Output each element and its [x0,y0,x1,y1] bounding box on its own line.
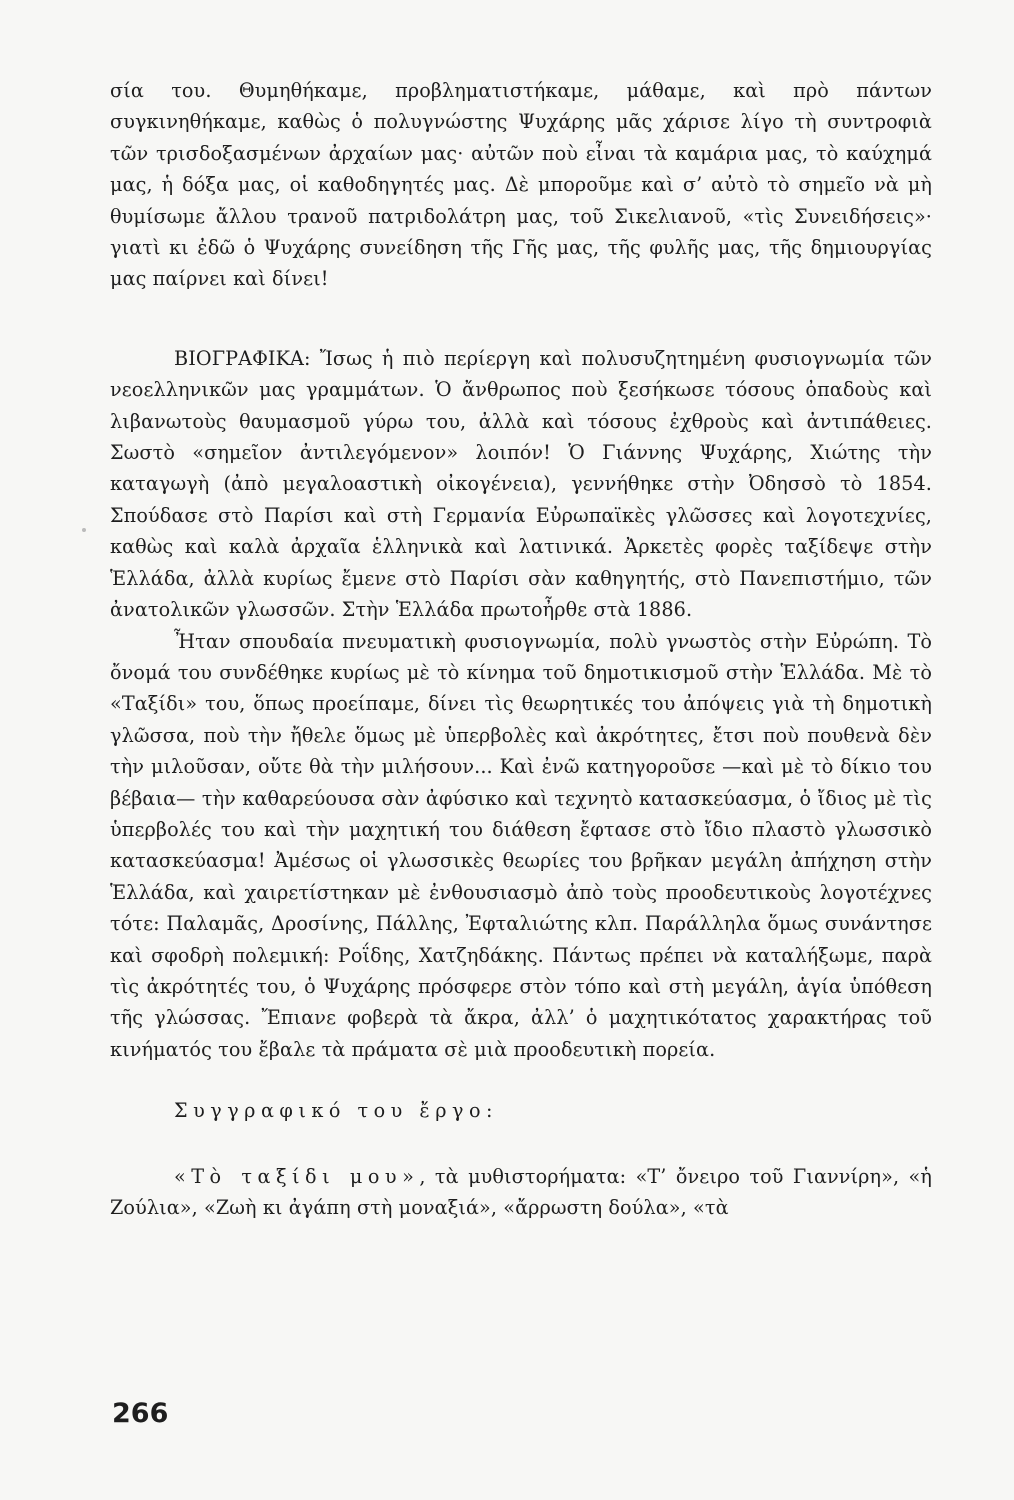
margin-speck [82,528,86,532]
paragraph-intro: σία του. Θυμηθήκαμε, προβληματιστήκαμε, μάθαμε, καὶ πρὸ πάντων συγκινηθήκαμε, καθὼς ὁ πολυγνώστης Ψυχάρης μᾶς χάρισε λίγο τὴ συντροφιὰ τῶν τρισδοξασμένων ἀρχαίων μας· αὐτῶν ποὺ εἶναι τὰ καμάρια μας, τὸ καύχημά μας, ἡ δόξα μας, οἱ καθοδηγητές μας. Δὲ μποροῦμε καὶ σ’ αὐτὸ τὸ σημεῖο νὰ μὴ θυμίσωμε ἄλλου τρανοῦ πατριδολάτρη μας, τοῦ Σικελιανοῦ, «τὶς Συνειδήσεις»· γιατὶ κι ἐδῶ ὁ Ψυχάρης συνείδηση τῆς Γῆς μας, τῆς φυλῆς μας, τῆς δημιουργίας μας παίρνει καὶ δίνει! [110,79,932,291]
page-number: 266 [112,1398,169,1429]
paragraph-works [110,1161,932,1224]
page-text [110,75,932,1223]
paragraph-language-movement: Ἦταν σπουδαία πνευματικὴ φυσιογνωμία, πολὺ γνωστὸς στὴν Εὐρώπη. Τὸ ὄνομά του συνδέθηκε κυρίως μὲ τὸ κίνημα τοῦ δημοτικισμοῦ στὴν Ἑλλάδα. Μὲ τὸ «Ταξίδι» του, ὅπως προείπαμε, δίνει τὶς θεωρητικές του ἀπόψεις γιὰ τὴ δημοτικὴ γλῶσσα, ποὺ τὴν ἤθελε ὅμως μὲ ὑπερβολὲς καὶ ἀκρότητες, ἔτσι ποὺ πουθενὰ δὲν τὴν μιλοῦσαν, οὔτε θὰ τὴν μιλήσουν... Καὶ ἐνῶ κατηγοροῦσε —καὶ μὲ τὸ δίκιο του βέβαια— τὴν καθαρεύουσα σὰν ἀφύσικο καὶ τεχνητὸ κατασκεύασμα, ὁ ἴδιος μὲ τὶς ὑπερβολές του καὶ τὴν μαχητική του διάθεση ἔφτασε στὸ ἴδιο πλαστὸ γλωσσικὸ κατασκεύασμα! Ἀμέσως οἱ γλωσσικὲς θεωρίες του βρῆκαν μεγάλη ἀπήχηση στὴν Ἑλλάδα, καὶ χαιρετίστηκαν μὲ ἐνθουσιασμὸ ἀπὸ τοὺς προοδευτικοὺς λογοτέχνες τότε: Παλαμᾶς, Δροσίνης, Πάλλης, Ἐφταλιώτης κλπ. Παράλληλα ὅμως συνάντησε καὶ σφοδρὴ πολεμική: Ροΐδης, Χατζηδάκης. Πάντως πρέπει νὰ καταλήξωμε, παρὰ τὶς ἀκρότητές του, ὁ Ψυχάρης πρόσφερε στὸν τόπο καὶ στὴ μεγάλη, ἁγία ὑπόθεση τῆς γλώσσας. Ἔπιανε φοβερὰ τὰ ἄκρα, ἀλλ’ ὁ μαχητικότατος χαρακτήρας τοῦ κινήματός του ἔβαλε τὰ πράματα σὲ μιὰ προοδευτικὴ πορεία. [110,629,932,1061]
works-list-text: , τὰ μυθιστορήματα: «Τ’ ὄνειρο τοῦ Γιαννίρη», «ἡ Ζούλια», «Ζωὴ κι ἀγάπη στὴ μοναξιά», «ἄρρωστη δούλα», «τὰ [110,1164,932,1219]
paragraph-biography: ΒΙΟΓΡΑΦΙΚΑ: Ἴσως ἡ πιὸ περίεργη καὶ πολυσυζητημένη φυσιογνωμία τῶν νεοελληνικῶν μας γραμμάτων. Ὁ ἄνθρωπος ποὺ ξεσήκωσε τόσους ὀπαδοὺς καὶ λιβανωτοὺς θαυμασμοῦ γύρω του, ἀλλὰ καὶ τόσους ἐχθροὺς καὶ ἀντιπάθειες. Σωστὸ «σημεῖον ἀντιλεγόμενον» λοιπόν! Ὁ Γιάννης Ψυχάρης, Χιώτης τὴν καταγωγὴ (ἀπὸ μεγαλοαστικὴ οἰκογένεια), γεννήθηκε στὴν Ὀδησσὸ τὸ 1854. Σπούδασε στὸ Παρίσι καὶ στὴ Γερμανία Εὐρωπαϊκὲς γλῶσσες καὶ λογοτεχνίες, καθὼς καὶ καλὰ ἀρχαῖα ἑλληνικὰ καὶ λατινικά. Ἀρκετὲς φορὲς ταξίδεψε στὴν Ἑλλάδα, ἀλλὰ κυρίως ἔμενε στὸ Παρίσι σὰν καθηγητής, στὸ Πανεπιστήμιο, τῶν ἀνατολικῶν γλωσσῶν. Στὴν Ἑλλάδα πρωτοἦρθε στὰ 1886. [110,346,932,622]
section-heading-works: Συγγραφικό του ἔργο: [174,1099,498,1123]
work-title-taxidi: «Τὸ ταξίδι μου» [174,1164,420,1188]
